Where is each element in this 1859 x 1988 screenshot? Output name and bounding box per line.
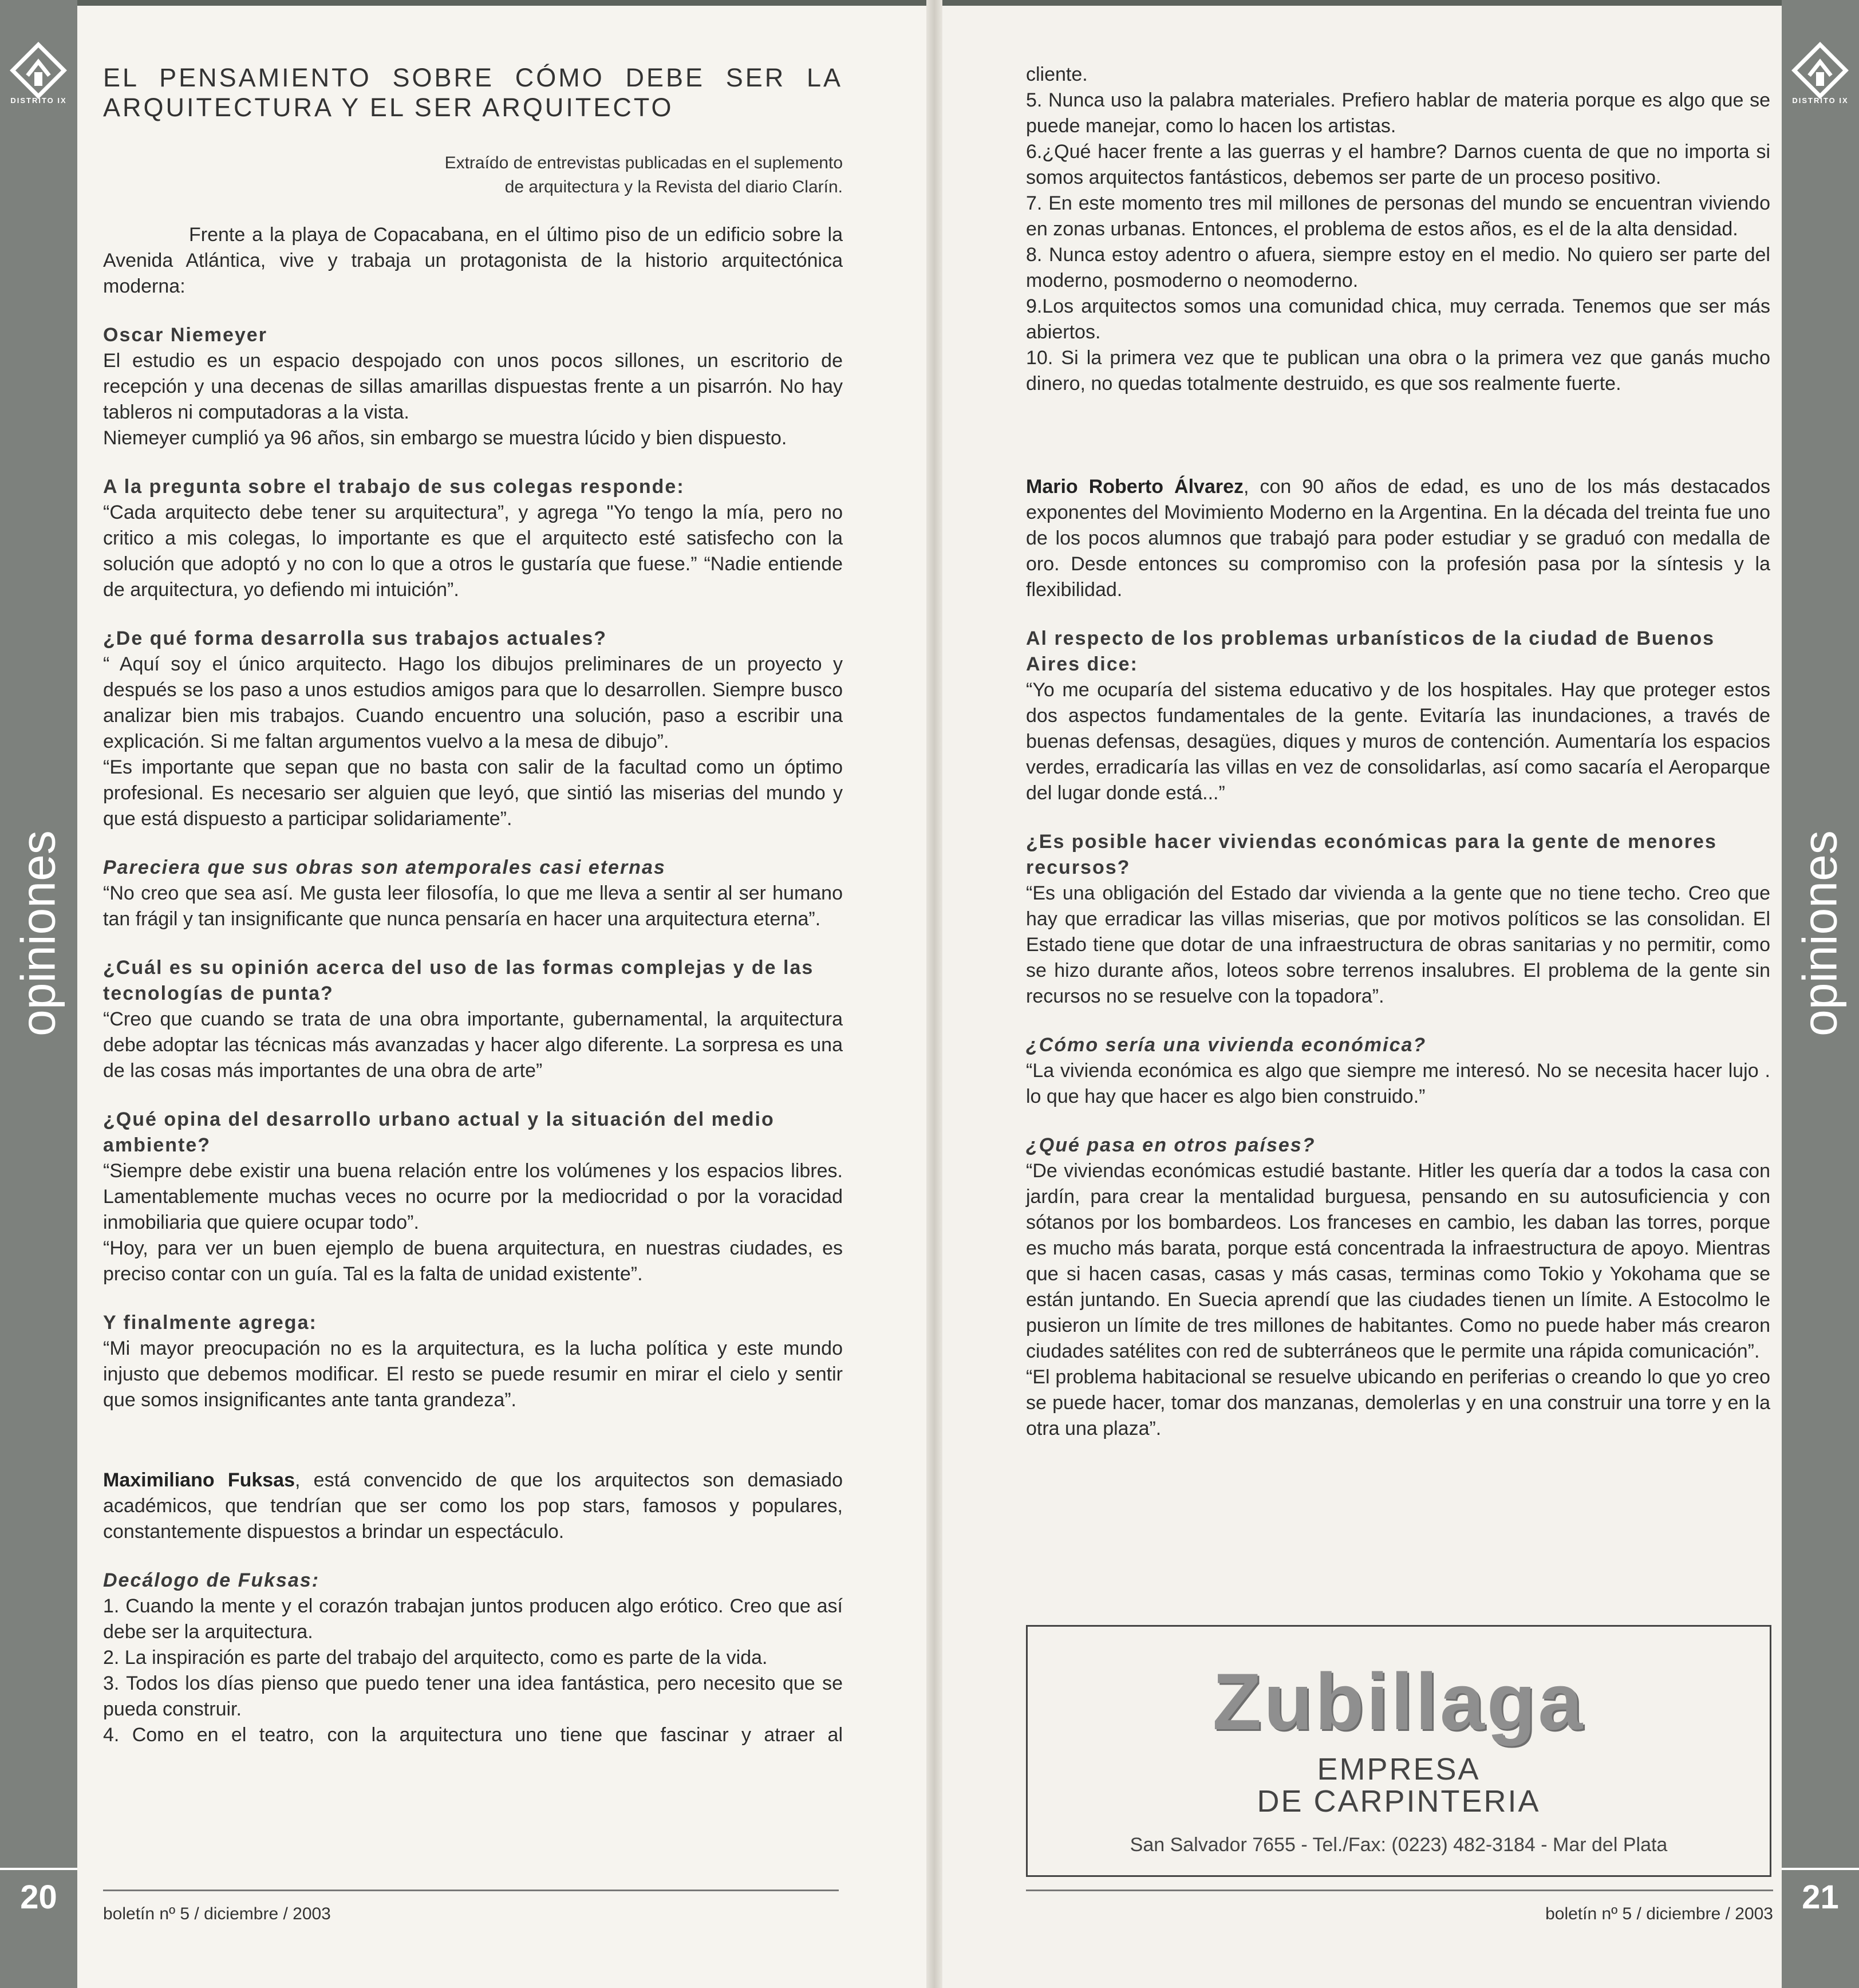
- question-2: ¿De qué forma desarrolla sus trabajos actuales?: [103, 628, 607, 649]
- question-1: A la pregunta sobre el trabajo de sus colegas responde:: [103, 476, 685, 498]
- page-number: 21: [1802, 1879, 1839, 1916]
- decalogo-item: 4. Como en el teatro, con la arquitectura uno tiene que fascinar y atraer al: [103, 1724, 843, 1746]
- alvarez-intro: [1026, 474, 1770, 603]
- answer-1: “Yo me ocuparía del sistema educativo y de los hospitales. Hay que proteger estos dos aspectos fundamentales de la gente. Evitaría las inundaciones, a través de buenas defensas, desagües, diques y muros de contención. Aumentaría los espacios verdes, erradicaría las villas en vez de consolidarlas, así como sacaría el Aeroparque del lugar donde está...”: [1026, 679, 1770, 804]
- source-line-2: de arquitectura y la Revista del diario Clarín.: [504, 178, 843, 196]
- decalogo-item: 9.Los arquitectos somos una comunidad chica, muy cerrada. Tenemos que ser más abiertos.: [1026, 295, 1770, 343]
- section-label: [0, 830, 77, 1036]
- book-gutter: [926, 0, 942, 1988]
- logo-text: DISTRITO IX: [1792, 96, 1849, 105]
- niemeyer-intro: El estudio es un espacio despojado con unos pocos sillones, un escritorio de recepción y una decenas de sillas amarillas dispuestas frente a un pisarrón. No hay tableros ni computadoras a la vista.: [103, 350, 843, 423]
- fuksas-intro: [103, 1468, 843, 1545]
- source-line-1: Extraído de entrevistas publicadas en el suplemento: [444, 153, 843, 172]
- answer-4: “Creo que cuando se trata de una obra importante, gubernamental, la arquitectura debe adoptar las técnicas más avanzadas y hacer algo diferente. La sorpresa es una de las cosas más importantes de una obra de arte”: [103, 1008, 843, 1082]
- answer-5b: “Hoy, para ver un buen ejemplo de buena arquitectura, en nuestras ciudades, es preciso contar con un guía. Tal es la falta de unidad existente”.: [103, 1237, 843, 1285]
- fuksas-name: Maximiliano Fuksas: [103, 1469, 295, 1491]
- top-bar: [934, 0, 1859, 6]
- decalogo-item: 8. Nunca estoy adentro o afuera, siempre estoy en el medio. No quiero ser parte del moderno, posmoderno o neomoderno.: [1026, 244, 1770, 291]
- question-4: ¿Qué pasa en otros países?: [1026, 1134, 1316, 1156]
- section-label: [1782, 830, 1859, 1036]
- lead-paragraph: Frente a la playa de Copacabana, en el último piso de un edificio sobre la Avenida Atlántica, vive y trabaja un protagonista de la historio arquitectónica moderna:: [103, 224, 843, 297]
- footer-rule: [103, 1890, 839, 1891]
- decalogo-item: 6.¿Qué hacer frente a las guerras y el hambre? Darnos cuenta de que no importa si somos arquitectos fantásticos, debemos ser parte de un proceso positivo.: [1026, 141, 1770, 188]
- distrito-logo-icon: [1782, 34, 1859, 120]
- question-1: Al respecto de los problemas urbanísticos de la ciudad de Buenos Aires dice:: [1026, 628, 1715, 675]
- decalogo-item: 5. Nunca uso la palabra materiales. Prefiero hablar de materia porque es algo que se puede manejar, como lo hacen los artistas.: [1026, 89, 1770, 137]
- answer-2: “ Aquí soy el único arquitecto. Hago los dibujos preliminares de un proyecto y después se los paso a unos estudios amigos para que lo desarrollen. Siempre busco analizar bien mis trabajos. Cuando encuentro una solución, paso a escribir una explicación. Si me faltan argumentos vuelvo a la mesa de dibujo”.: [103, 653, 843, 752]
- advertisement: [1026, 1625, 1771, 1877]
- left-column: [103, 63, 843, 1748]
- answer-6: “Mi mayor preocupación no es la arquitectura, es la lucha política y este mundo injusto que debemos modificar. El resto se puede resumir en mirar el cielo y sentir que somos insignificantes ante tanta grandeza”.: [103, 1338, 843, 1411]
- decalogo-heading: Decálogo de Fuksas:: [103, 1569, 320, 1591]
- answer-4: “De viviendas económicas estudié bastante. Hitler les quería dar a todos la casa con jardín, para crear la mentalidad burguesa, pensando en su autosuficiencia y con sótanos por los bombardeos. Los franceses en cambio, les daban las torres, porque es mucho más barata, porque está concentrada la infraestructura de apoyo. Mientras que si hacen casas, casas y más casas, terminas como Tokio y Yokohama que se están juntando. En Suecia aprendí que las ciudades tienen un límite. A Estocolmo le pusieron un límite de tres millones de habitantes. Como no puede haber más crearon ciudades satélites con red de subterráneos que le permite una rápida comunicación”.: [1026, 1160, 1770, 1362]
- footer-rule: [1026, 1890, 1773, 1891]
- question-3: ¿Cómo sería una vivienda económica?: [1026, 1034, 1427, 1056]
- ad-tagline-2: DE CARPINTERIA: [1257, 1784, 1541, 1819]
- decalogo-item: 2. La inspiración es parte del trabajo del arquitecto, como es parte de la vida.: [103, 1647, 768, 1669]
- top-bar: [0, 0, 934, 6]
- folio-rule: [0, 1868, 77, 1870]
- alvarez-intro-text: , con 90 años de edad, es uno de los más destacados exponentes del Movimiento Moderno en la Argentina. En la década del treinta fue uno de los pocos alumnos que trabajó para poder estudiar y se graduó con medalla de oro. Desde entonces su compromiso con la profesión pasa por la síntesis y la flexibilidad.: [1026, 476, 1771, 601]
- decalogo-item: 3. Todos los días pienso que puedo tener una idea fantástica, pero necesito que se pueda construir.: [103, 1673, 843, 1720]
- decalogo-item: cliente.: [1026, 64, 1088, 85]
- ad-brand: Zubillaga: [1212, 1656, 1585, 1746]
- section-label-text: opiniones: [11, 830, 65, 1036]
- answer-3: “La vivienda económica es algo que siempre me interesó. No se necesita hacer lujo . lo que hay que hacer es algo bien construido.”: [1026, 1060, 1770, 1107]
- decalogo-item: 1. Cuando la mente y el corazón trabajan juntos producen algo erótico. Creo que así debe ser la arquitectura.: [103, 1595, 843, 1643]
- question-3: Pareciera que sus obras son atemporales casi eternas: [103, 857, 666, 878]
- fuksas-intro-text: , está convencido de que los arquitectos son demasiado académicos, que tendrían que ser como los pop stars, famosos y populares, constantemente dispuestos a brindar un espectáculo.: [103, 1469, 843, 1543]
- question-2: ¿Es posible hacer viviendas económicas para la gente de menores recursos?: [1026, 831, 1717, 878]
- side-strip: [0, 0, 77, 1988]
- answer-2: “Es una obligación del Estado dar vivienda a la gente que no tiene techo. Creo que hay que erradicar las villas miserias, que por motivos políticos se las consolidan. El Estado tiene que dotar de una infraestructura de obras sanitarias y no permitir, como se hizo durante años, loteos sobre terrenos insalubres. El problema de la gente sin recursos no se resuelve con la topadora”.: [1026, 882, 1770, 1007]
- ad-tagline-1: EMPRESA: [1317, 1752, 1481, 1786]
- decalogo-item: 7. En este momento tres mil millones de personas del mundo se encuentran viviendo en zonas urbanas. Entonces, el problema de estos años, es el de la alta densidad.: [1026, 192, 1770, 240]
- answer-5: “Siempre debe existir una buena relación entre los volúmenes y los espacios libres. Lamentablemente muchas veces no ocurre por la mediocridad o por la voracidad inmobiliaria que quiere ocupar todo”.: [103, 1160, 843, 1233]
- article-source: [103, 151, 843, 199]
- answer-2b: “Es importante que sepan que no basta con salir de la facultad como un óptimo profesional. Es necesario ser alguien que leyó, que sintió las miserias del mundo y que está dispuesto a participar solidariamente”.: [103, 756, 843, 830]
- distrito-logo-icon: [0, 34, 77, 120]
- answer-3: “No creo que sea así. Me gusta leer filosofía, lo que me lleva a sentir al ser humano tan frágil y tan insignificante que nunca pensaría en hacer una arquitectura eterna”.: [103, 882, 843, 930]
- footer-text: boletín nº 5 / diciembre / 2003: [1545, 1904, 1773, 1923]
- question-6: Y finalmente agrega:: [103, 1312, 317, 1334]
- answer-4b: “El problema habitacional se resuelve ubicando en periferias o creando lo que yo creo se puede hacer, tomar dos manzanas, demolerlas y en una construir una torre y en la otra una plaza”.: [1026, 1366, 1770, 1439]
- article-title: EL PENSAMIENTO SOBRE CÓMO DEBE SER LA ARQUITECTURA Y EL SER ARQUITECTO: [103, 63, 843, 122]
- footer-text: boletín nº 5 / diciembre / 2003: [103, 1904, 331, 1923]
- question-5: ¿Qué opina del desarrollo urbano actual y la situación del medio ambiente?: [103, 1109, 775, 1156]
- side-strip: [1782, 0, 1859, 1988]
- logo-text: DISTRITO IX: [10, 96, 67, 105]
- alvarez-name: Mario Roberto Álvarez: [1026, 476, 1244, 498]
- answer-1: “Cada arquitecto debe tener su arquitectura”, y agrega "Yo tengo la mía, pero no critico a mis colegas, lo importante es que el arquitecto esté satisfecho con la solución que adoptó y no con lo que a otros le gustaría que fuese.” “Nadie entiende de arquitectura, yo defiendo mi intuición”.: [103, 502, 843, 601]
- question-4: ¿Cuál es su opinión acerca del uso de las formas complejas y de las tecnologías de punta?: [103, 957, 814, 1004]
- niemeyer-heading: Oscar Niemeyer: [103, 324, 267, 346]
- folio-rule: [1782, 1868, 1859, 1870]
- page-number: 20: [20, 1879, 57, 1916]
- right-page: [934, 0, 1859, 1988]
- decalogo-item: 10. Si la primera vez que te publican una obra o la primera vez que ganás mucho dinero, no quedas totalmente destruido, es que sos realmente fuerte.: [1026, 347, 1770, 395]
- ad-address: San Salvador 7655 - Tel./Fax: (0223) 482-3184 - Mar del Plata: [1130, 1834, 1668, 1856]
- section-label-text: opiniones: [1793, 830, 1847, 1036]
- niemeyer-age: Niemeyer cumplió ya 96 años, sin embargo se muestra lúcido y bien dispuesto.: [103, 427, 787, 449]
- right-column: [1026, 62, 1770, 1442]
